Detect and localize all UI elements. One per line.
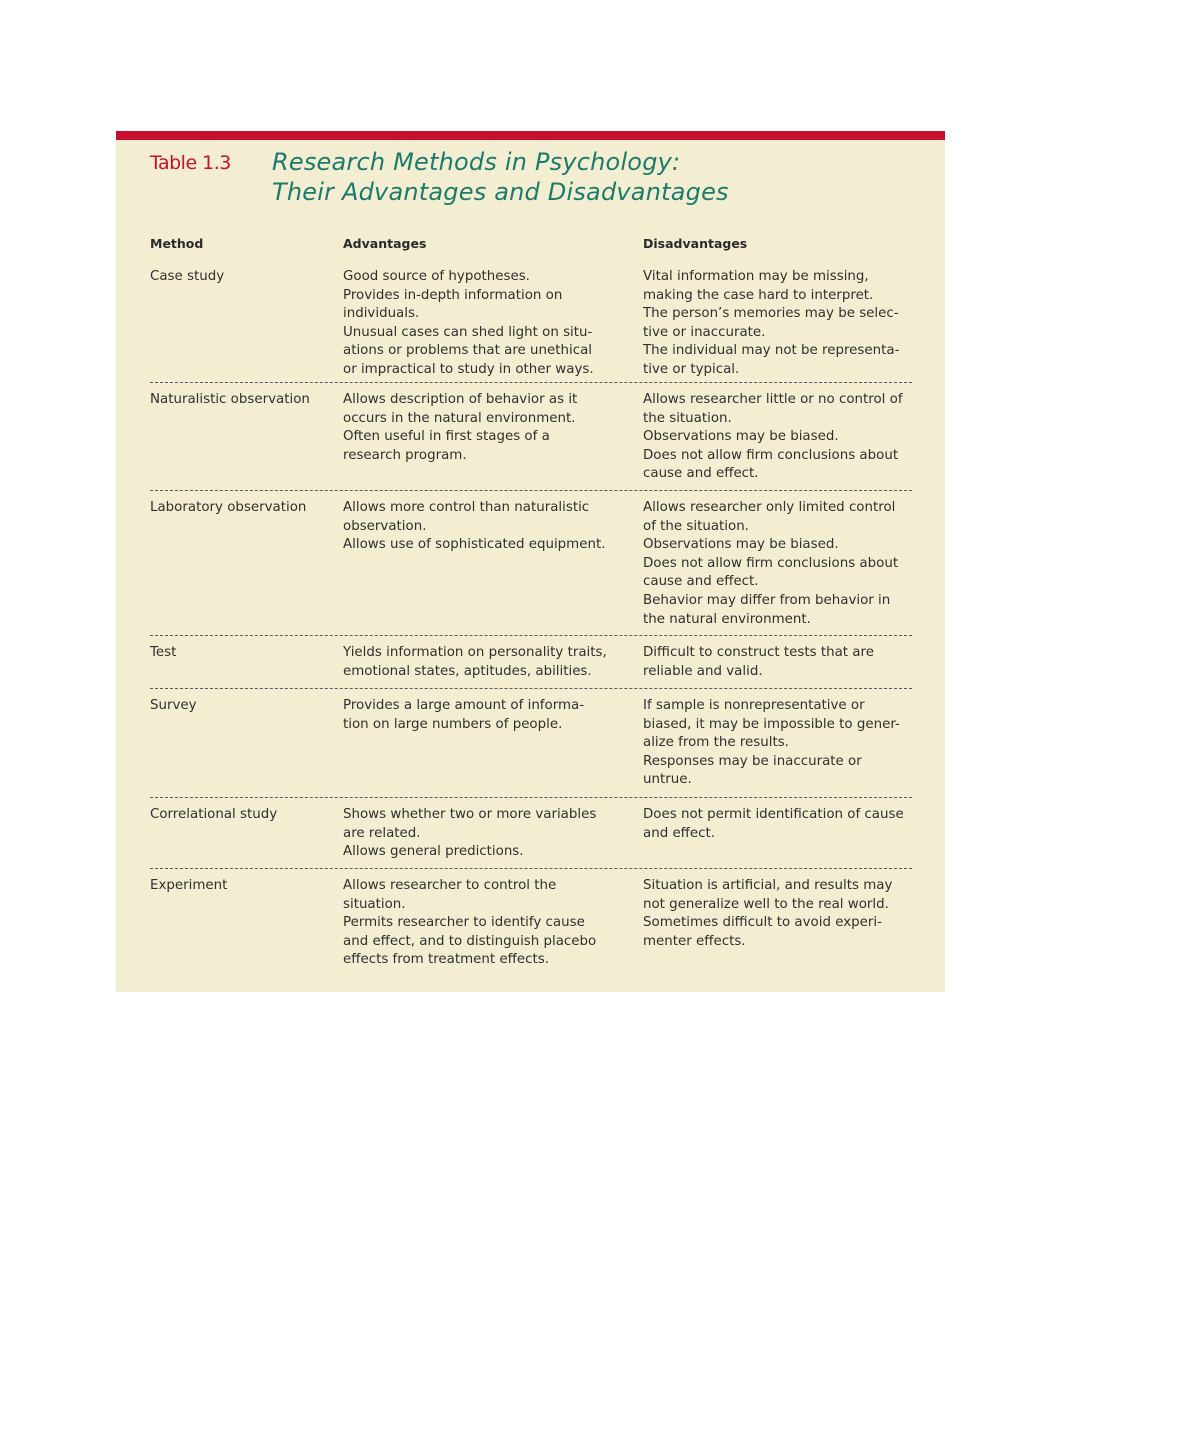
- disadvantages-cell: [643, 697, 912, 797]
- advantage-line: observation.: [343, 518, 427, 534]
- disadvantage-line: tive or inaccurate.: [643, 324, 766, 340]
- header-advantages: Advantages: [343, 236, 427, 251]
- advantages-cell: [343, 806, 643, 868]
- disadvantage-line: Difficult to construct tests that are: [643, 645, 874, 660]
- advantage-line: Allows description of behavior as it: [343, 392, 578, 407]
- advantage-line: and effect, and to distinguish placebo: [343, 933, 597, 949]
- advantage-line: Yields information on personality traits,: [343, 645, 607, 660]
- method-cell: Naturalistic observation: [150, 392, 310, 407]
- disadvantage-line: Allows researcher little or no control of: [643, 392, 903, 407]
- disadvantages-cell: [643, 644, 912, 688]
- disadvantage-line: untrue.: [643, 772, 692, 788]
- advantage-line: situation.: [343, 896, 406, 912]
- method-cell: Test: [150, 645, 177, 660]
- method-cell: Laboratory observation: [150, 500, 307, 515]
- table-number: Table 1.3: [150, 152, 231, 174]
- advantage-line: Permits researcher to identify cause: [343, 915, 585, 931]
- table-row: [150, 689, 912, 797]
- disadvantage-line: Observations may be biased.: [643, 429, 839, 445]
- method-cell: Survey: [150, 698, 197, 713]
- disadvantage-line: Allows researcher only limited control: [643, 500, 896, 515]
- disadvantage-line: cause and effect.: [643, 574, 759, 590]
- disadvantages-cell: [643, 499, 912, 635]
- disadvantage-line: the situation.: [643, 410, 732, 426]
- advantage-line: Allows researcher to control the: [343, 878, 557, 893]
- table-header-row: [150, 235, 912, 268]
- disadvantage-line: Does not allow firm conclusions about: [643, 555, 899, 571]
- disadvantage-line: and effect.: [643, 825, 716, 841]
- table-body: [150, 268, 912, 969]
- methods-table: [150, 235, 912, 969]
- table-row: [150, 491, 912, 635]
- table-title-line-2: Their Advantages and Disadvantages: [272, 178, 729, 206]
- advantage-line: Allows more control than naturalistic: [343, 500, 590, 515]
- advantages-cell: [343, 499, 643, 635]
- advantage-line: individuals.: [343, 306, 420, 322]
- advantage-line: Unusual cases can shed light on situ-: [343, 324, 593, 340]
- advantages-cell: [343, 697, 643, 797]
- advantage-line: Good source of hypotheses.: [343, 269, 530, 284]
- disadvantage-line: Vital information may be missing,: [643, 269, 869, 284]
- disadvantage-line: Observations may be biased.: [643, 537, 839, 553]
- advantage-line: Shows whether two or more variables: [343, 807, 597, 822]
- disadvantage-line: tive or typical.: [643, 361, 740, 377]
- method-cell: Correlational study: [150, 807, 278, 822]
- advantages-cell: [343, 644, 643, 688]
- advantage-line: effects from treatment effects.: [343, 952, 549, 968]
- disadvantage-line: not generalize well to the real world.: [643, 896, 889, 912]
- advantage-line: Often useful in first stages of a: [343, 429, 550, 445]
- table-row: [150, 383, 912, 490]
- disadvantage-line: cause and effect.: [643, 466, 759, 482]
- table-title-line-1: Research Methods in Psychology:: [272, 148, 681, 176]
- advantage-line: Provides in-depth information on: [343, 287, 563, 303]
- disadvantages-cell: [643, 268, 912, 382]
- disadvantage-line: Responses may be inaccurate or: [643, 753, 862, 769]
- advantage-line: Provides a large amount of informa-: [343, 698, 585, 713]
- header-method: Method: [150, 236, 204, 251]
- table-row: [150, 268, 912, 382]
- top-accent-bar: [116, 131, 945, 140]
- advantage-line: emotional states, aptitudes, abilities.: [343, 663, 592, 679]
- advantages-cell: [343, 391, 643, 490]
- advantage-line: are related.: [343, 825, 421, 841]
- table-panel: [116, 131, 945, 992]
- advantage-line: Allows general predictions.: [343, 844, 524, 860]
- method-cell: Experiment: [150, 878, 228, 893]
- advantage-line: occurs in the natural environment.: [343, 410, 576, 426]
- advantage-line: or impractical to study in other ways.: [343, 361, 594, 377]
- disadvantage-line: The individual may not be representa-: [643, 343, 900, 359]
- disadvantage-line: Sometimes difficult to avoid experi-: [643, 915, 882, 931]
- disadvantage-line: of the situation.: [643, 518, 749, 534]
- advantage-line: ations or problems that are unethical: [343, 343, 593, 359]
- method-cell: Case study: [150, 269, 225, 284]
- table-row: [150, 798, 912, 868]
- advantage-line: research program.: [343, 447, 467, 463]
- disadvantage-line: Situation is artificial, and results may: [643, 878, 893, 893]
- disadvantages-cell: [643, 806, 912, 868]
- disadvantage-line: If sample is nonrepresentative or: [643, 698, 865, 713]
- disadvantage-line: alize from the results.: [643, 735, 789, 751]
- disadvantage-line: menter effects.: [643, 933, 746, 949]
- table-row: [150, 869, 912, 969]
- header-disadvantages: Disadvantages: [643, 236, 748, 251]
- disadvantages-cell: [643, 391, 912, 490]
- disadvantage-line: biased, it may be impossible to gener-: [643, 716, 900, 732]
- disadvantages-cell: [643, 877, 912, 969]
- disadvantage-line: Behavior may differ from behavior in: [643, 592, 891, 608]
- advantage-line: tion on large numbers of people.: [343, 716, 563, 732]
- table-row: [150, 636, 912, 688]
- disadvantage-line: the natural environment.: [643, 611, 811, 627]
- advantage-line: Allows use of sophisticated equipment.: [343, 537, 606, 553]
- disadvantage-line: making the case hard to interpret.: [643, 287, 874, 303]
- advantages-cell: [343, 268, 643, 382]
- disadvantage-line: The person’s memories may be selec-: [643, 306, 899, 322]
- disadvantage-line: Does not allow firm conclusions about: [643, 447, 899, 463]
- advantages-cell: [343, 877, 643, 969]
- table-title: [272, 147, 729, 207]
- disadvantage-line: Does not permit identification of cause: [643, 807, 904, 822]
- disadvantage-line: reliable and valid.: [643, 663, 763, 679]
